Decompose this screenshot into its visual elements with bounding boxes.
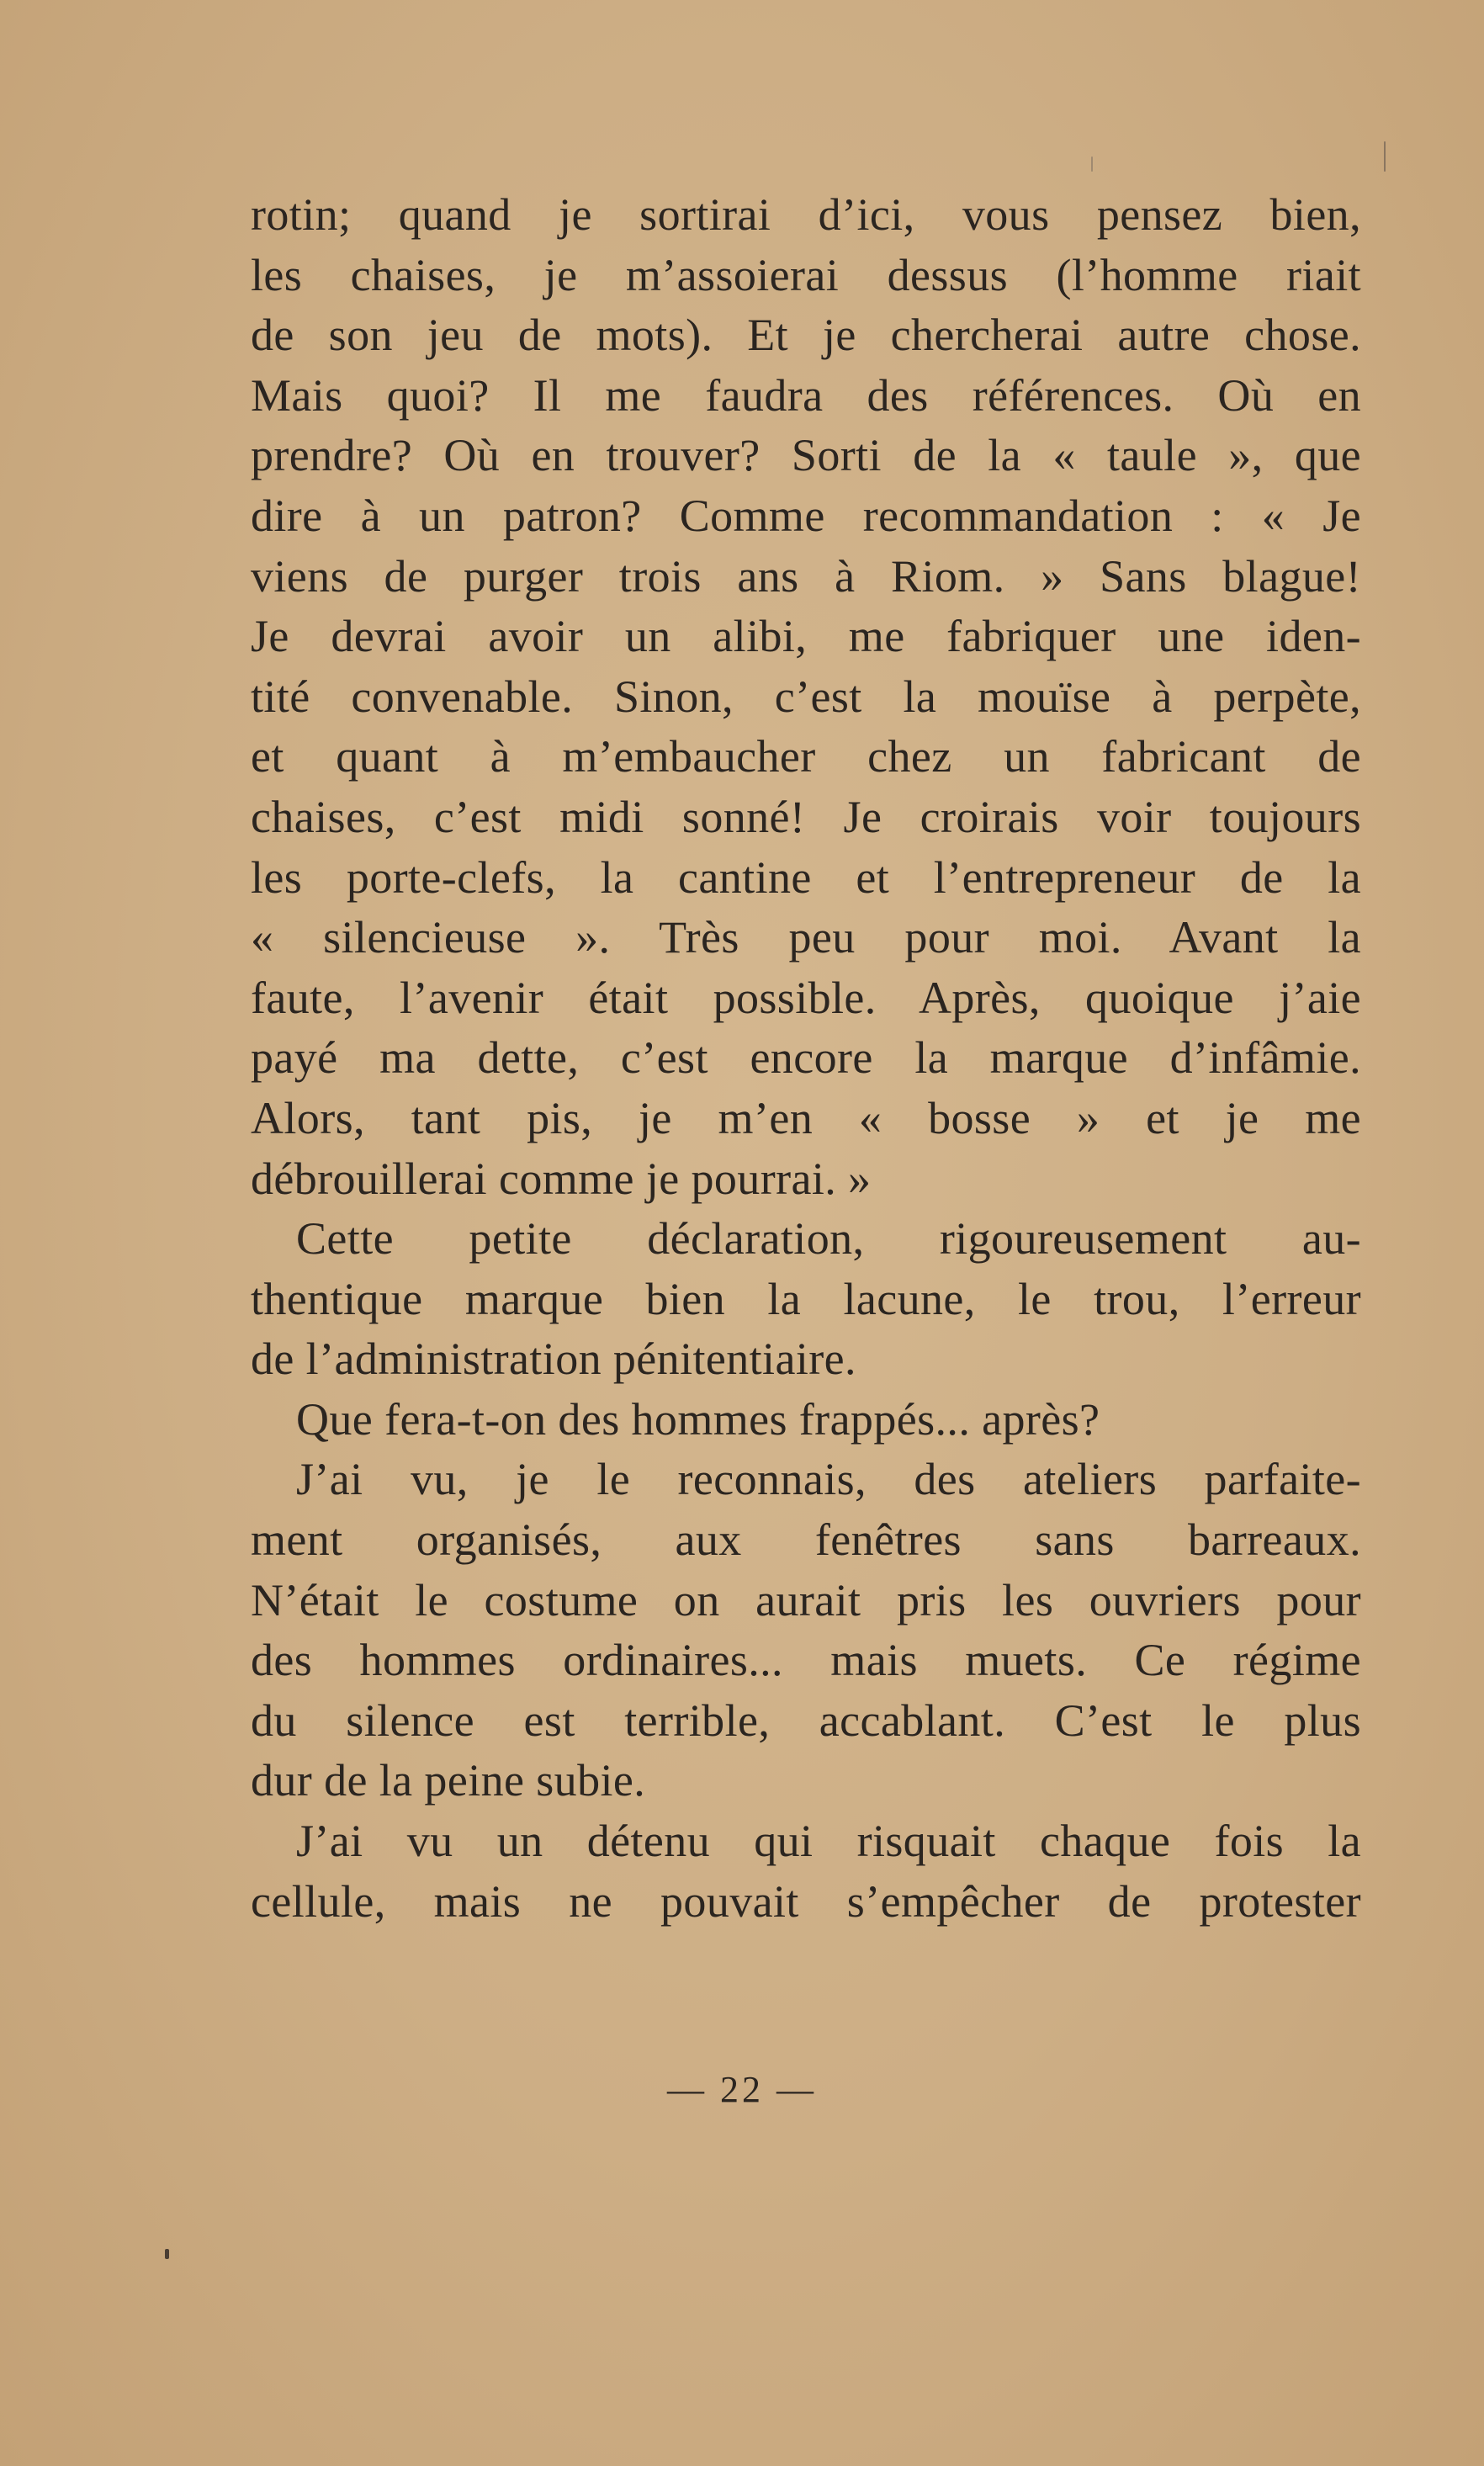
- text-line: de son jeu de mots). Et je chercherai autre chose.: [251, 310, 1361, 361]
- text-line: rotin; quand je sortirai d’ici, vous pensez bien,: [251, 189, 1361, 240]
- text-line: Alors, tant pis, je m’en « bosse » et je me: [251, 1092, 1361, 1143]
- text-line: faute, l’avenir était possible. Après, quoique j’aie: [251, 972, 1361, 1023]
- text-line: payé ma dette, c’est encore la marque d’infâmie.: [251, 1032, 1361, 1084]
- paper-speck: [1384, 141, 1386, 172]
- text-line: Mais quoi? Il me faudra des références. Où en: [251, 369, 1361, 421]
- text-line: viens de purger trois ans à Riom. » Sans blague!: [251, 550, 1361, 602]
- text-line: et quant à m’embaucher chez un fabricant de: [251, 731, 1361, 782]
- paragraph-first-line: Cette petite déclaration, rigoureusement au-: [296, 1213, 1361, 1265]
- paragraph-first-line: J’ai vu un détenu qui risquait chaque fois la: [296, 1816, 1361, 1867]
- text-line: les chaises, je m’assoierai dessus (l’homme riait: [251, 249, 1361, 300]
- text-line: les porte-clefs, la cantine et l’entrepreneur de la: [251, 851, 1361, 903]
- paragraph-first-line: J’ai vu, je le reconnais, des ateliers parfaite-: [296, 1454, 1361, 1505]
- text-line: de l’administration pénitentiaire.: [251, 1334, 856, 1385]
- text-line: du silence est terrible, accablant. C’est le plus: [251, 1694, 1361, 1746]
- text-line: ment organisés, aux fenêtres sans barreaux.: [251, 1514, 1361, 1566]
- text-line: prendre? Où en trouver? Sorti de la « taule », que: [251, 430, 1361, 481]
- text-line: « silencieuse ». Très peu pour moi. Avant la: [251, 912, 1361, 963]
- paper-speck: [165, 2249, 169, 2259]
- body-text: [251, 185, 1361, 1932]
- text-line: cellule, mais ne pouvait s’empêcher de protester: [251, 1875, 1361, 1927]
- text-line: N’était le costume on aurait pris les ouvriers pour: [251, 1574, 1361, 1625]
- text-line: débrouillerai comme je pourrai. »: [251, 1153, 872, 1204]
- paragraph-first-line: Que fera-t-on des hommes frappés... après?: [296, 1393, 1100, 1445]
- page-number: — 22 —: [667, 2069, 817, 2110]
- text-line: dire à un patron? Comme recommandation : « Je: [251, 490, 1361, 541]
- text-line: des hommes ordinaires... mais muets. Ce régime: [251, 1635, 1361, 1686]
- text-line: dur de la peine subie.: [251, 1755, 646, 1806]
- text-line: thentique marque bien la lacune, le trou, l’erreur: [251, 1273, 1361, 1324]
- text-line: tité convenable. Sinon, c’est la mouïse à perpète,: [251, 671, 1361, 722]
- paper-speck: [1091, 156, 1093, 172]
- text-line: Je devrai avoir un alibi, me fabriquer une iden-: [251, 611, 1361, 662]
- text-line: chaises, c’est midi sonné! Je croirais voir toujours: [251, 791, 1361, 842]
